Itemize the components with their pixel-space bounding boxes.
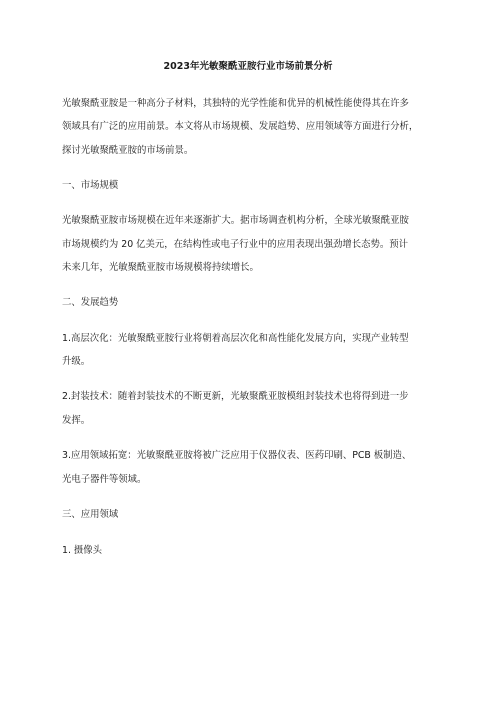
trend-item-3-line-2: 光电子器件等领域。 [62,474,147,485]
section-1-line-2: 市场规模约为 20 亿美元，在结构性或电子行业中的应用表现出强劲增长态势。预计 [62,239,409,250]
section-1-line-1: 光敏聚酰亚胺市场规模在近年来逐渐扩大。据市场调查机构分析，全球光敏聚酰亚胺 [62,215,409,226]
section-2-heading: 二、发展趋势 [62,297,119,308]
intro-line-2: 领域具有广泛的应用前景。本文将从市场规模、发展趋势、应用领域等方面进行分析， [62,121,419,132]
intro-line-1: 光敏聚酰亚胺是一种高分子材料，其独特的光学性能和优异的机械性能使得其在许多 [62,98,409,109]
trend-item-1-line-2: 升级。 [62,356,91,367]
document-title: 2023年光敏聚酰亚胺行业市场前景分析 [163,61,333,72]
section-3-heading: 三、应用领域 [62,509,119,520]
trend-item-2-line-2: 发挥。 [62,415,91,426]
application-item-1: 1. 摄像头 [62,545,103,556]
trend-item-1-line-1: 1.高层次化：光敏聚酰亚胺行业将朝着高层次化和高性能化发展方向，实现产业转型 [62,333,409,344]
section-1-heading: 一、市场规模 [62,180,119,191]
trend-item-2-line-1: 2.封装技术：随着封装技术的不断更新，光敏聚酰亚胺模组封装技术也将得到进一步 [62,391,409,402]
intro-line-3: 探讨光敏聚酰亚胺的市场前景。 [62,145,194,156]
section-1-line-3: 未来几年，光敏聚酰亚胺市场规模将持续增长。 [62,262,259,273]
trend-item-3-line-1: 3.应用领域拓宽：光敏聚酰亚胺将被广泛应用于仪器仪表、医药印刷、PCB 板制造、 [62,450,412,461]
